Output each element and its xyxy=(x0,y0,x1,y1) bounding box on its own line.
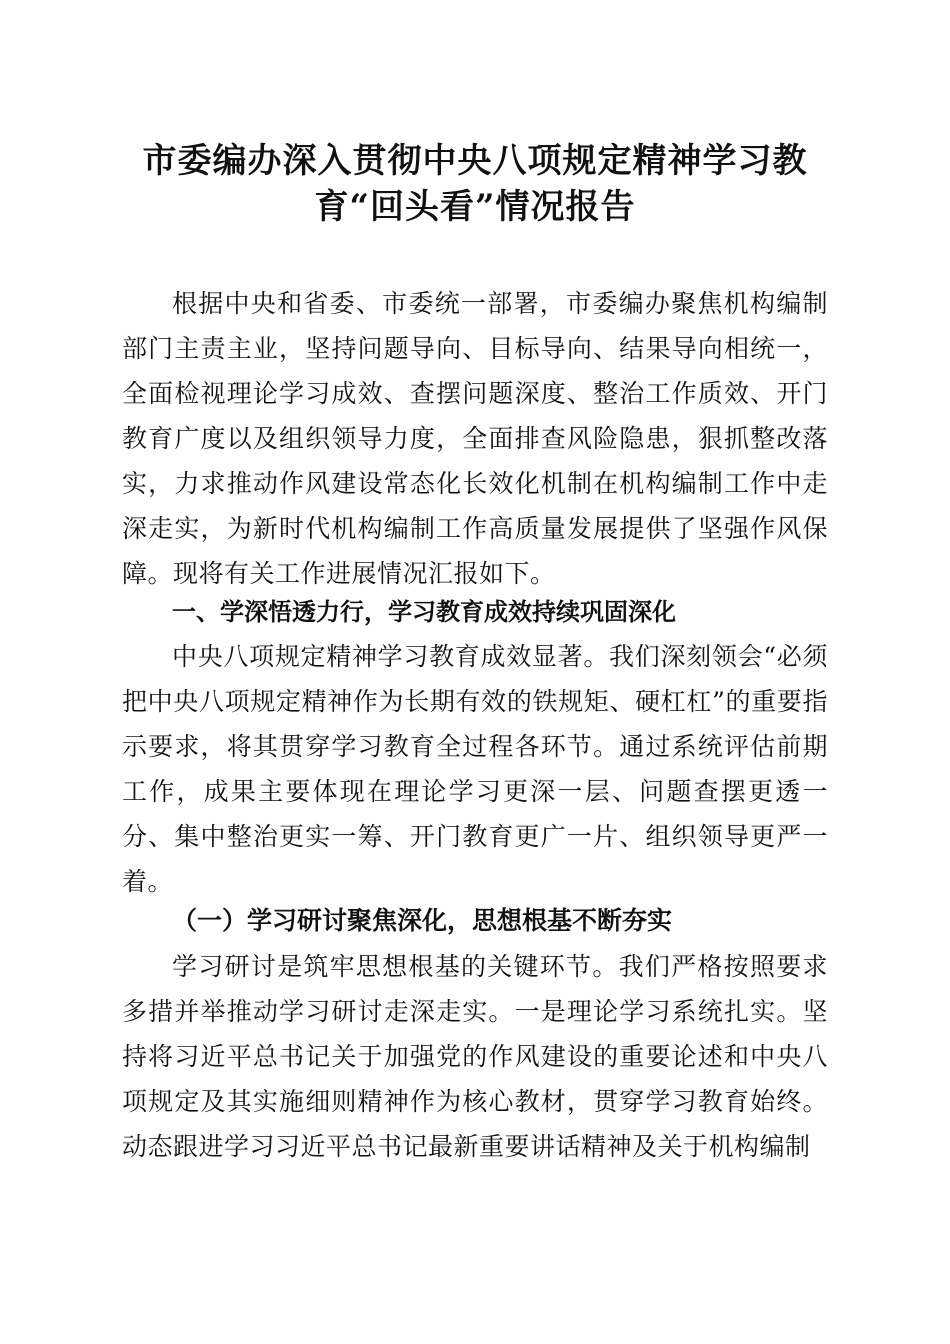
document-title: 市委编办深入贯彻中央八项规定精神学习教育“回头看”情况报告 xyxy=(142,141,808,227)
subsection-1-heading: （一）学习研讨聚焦深化，思想根基不断夯实 xyxy=(172,906,673,935)
section-1-paragraph: 中央八项规定精神学习教育成效显著。我们深刻领会“必须把中央八项规定精神作为长期有效的铁规矩、硬杠杠”的重要指示要求，将其贯穿学习教育全过程各环节。通过系统评估前期工作，成果主要体现在理论学习更深一层、问题查摆更透一分、集中整治更实一筹、开门教育更广一片、组织领导更严一着。 xyxy=(122,642,828,896)
section-1-heading: 一、学深悟透力行，学习教育成效持续巩固深化 xyxy=(172,598,676,626)
intro-paragraph: 根据中央和省委、市委统一部署，市委编办聚焦机构编制部门主责主业，坚持问题导向、目标导向、结果导向相统一，全面检视理论学习成效、查摆问题深度、整治工作质效、开门教育广度以及组织领导力度，全面排查风险隐患，狠抓整改落实，力求推动作风建设常态化长效化机制在机构编制工作中走深走实，为新时代机构编制工作高质量发展提供了坚强作风保障。现将有关工作进展情况汇报如下。 xyxy=(122,289,828,588)
subsection-1-paragraph: 学习研讨是筑牢思想根基的关键环节。我们严格按照要求多措并举推动学习研讨走深走实。一是理论学习系统扎实。坚持将习近平总书记关于加强党的作风建设的重要论述和中央八项规定及其实施细则精神作为核心教材，贯穿学习教育始终。动态跟进学习习近平总书记最新重要讲话精神及关于机构编制 xyxy=(122,952,828,1161)
